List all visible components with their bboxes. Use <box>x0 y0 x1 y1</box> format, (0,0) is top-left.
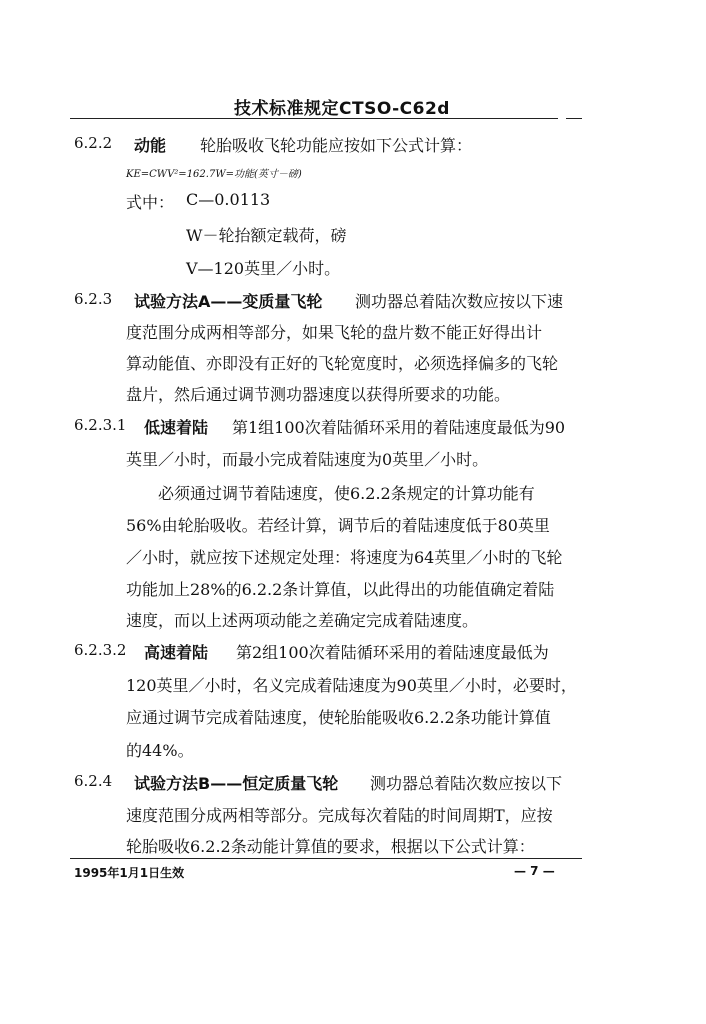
paragraph-line: 必须通过调节着陆速度，使6.2.2条规定的计算功能有 <box>158 484 535 503</box>
paragraph-line: 轮胎吸收6.2.2条动能计算值的要求，根据以下公式计算： <box>126 837 535 856</box>
paragraph-line: ／小时，就应按下述规定处理：将速度为64英里／小时的飞轮 <box>126 548 563 567</box>
page-number: — 7 — <box>514 864 555 878</box>
section-number: 6.2.4 <box>74 772 113 790</box>
header-rule-end <box>566 118 582 119</box>
paragraph-line: 盘片，然后通过调节测功器速度以获得所要求的功能。 <box>126 385 511 404</box>
where-label: 式中： <box>126 193 175 212</box>
paragraph-line: 轮胎吸收飞轮功能应按如下公式计算： <box>200 136 473 155</box>
section-title: 低速着陆 <box>144 418 209 437</box>
effective-date: 1995年1月1日生效 <box>74 866 185 880</box>
section-title: 动能 <box>134 136 167 155</box>
paragraph-line: 速度范围分成两相等部分。完成每次着陆的时间周期T，应按 <box>126 806 553 825</box>
paragraph-line: 测功器总着陆次数应按以下 <box>370 774 563 793</box>
paragraph-line: 速度，而以上述两项动能之差确定完成着陆速度。 <box>126 611 479 630</box>
paragraph-line: 测功器总着陆次数应按以下速 <box>355 292 564 311</box>
section-number: 6.2.3 <box>74 290 113 308</box>
formula: KE=CWV²=162.7W=功能(英寸－磅) <box>126 169 302 180</box>
section-number: 6.2.2 <box>74 134 113 152</box>
section-title: 高速着陆 <box>144 643 209 662</box>
footer-rule <box>70 858 582 859</box>
paragraph-line: 度范围分成两相等部分，如果飞轮的盘片数不能正好得出计 <box>126 323 543 342</box>
header-title: 技术标准规定CTSO-C62d <box>234 99 450 119</box>
section-number: 6.2.3.2 <box>74 641 127 659</box>
paragraph-line: 第2组100次着陆循环采用的着陆速度最低为 <box>236 643 549 662</box>
paragraph-line: 120英里／小时，名义完成着陆速度为90英里／小时，必要时， <box>126 676 577 695</box>
header-rule <box>70 118 558 119</box>
paragraph-line: 应通过调节完成着陆速度，使轮胎能吸收6.2.2条功能计算值 <box>126 708 551 727</box>
paragraph-line: 56%由轮胎吸收。若经计算，调节后的着陆速度低于80英里 <box>126 516 550 535</box>
paragraph-line: 算动能值、亦即没有正好的飞轮宽度时，必须选择偏多的飞轮 <box>126 354 559 373</box>
definition-v: V—120英里／小时。 <box>186 259 341 278</box>
section-title: 试验方法A——变质量飞轮 <box>134 292 323 311</box>
paragraph-line: 的44%。 <box>126 741 194 760</box>
section-title: 试验方法B——恒定质量飞轮 <box>134 774 339 793</box>
paragraph-line: 英里／小时，而最小完成着陆速度为0英里／小时。 <box>126 450 489 469</box>
definition-c: C—0.0113 <box>186 190 271 209</box>
definition-w: W－轮抬额定载荷，磅 <box>186 226 347 245</box>
paragraph-line: 第1组100次着陆循环采用的着陆速度最低为90 <box>232 418 566 437</box>
section-number: 6.2.3.1 <box>74 416 127 434</box>
paragraph-line: 功能加上28%的6.2.2条计算值，以此得出的功能值确定着陆 <box>126 580 555 599</box>
